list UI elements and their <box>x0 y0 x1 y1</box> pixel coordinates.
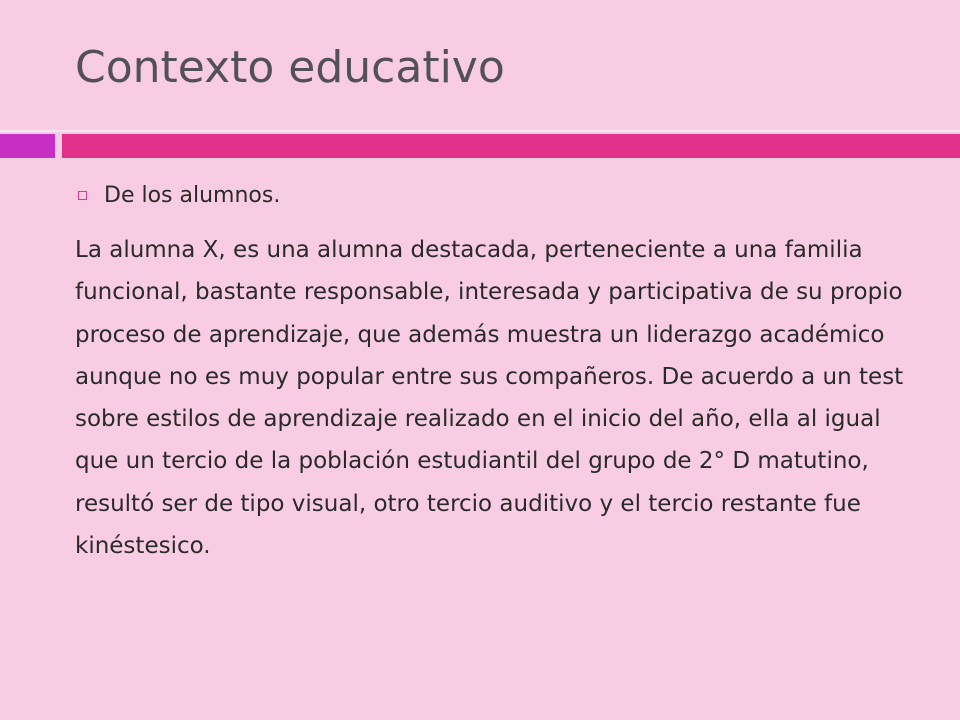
title-accent-bar-left <box>0 134 55 158</box>
title-divider-line <box>0 130 960 132</box>
slide-title: Contexto educativo <box>75 42 505 93</box>
title-accent-bar-right <box>62 134 960 158</box>
body-paragraph: La alumna X, es una alumna destacada, perteneciente a una familia funcional, bastante responsable, interesada y participativa de su propio proceso de aprendizaje, que además muestra un liderazgo académico aunque no es muy popular entre sus compañeros. De acuerdo a un test sobre estilos de aprendizaje realizado en el inicio del año, ella al igual que un tercio de la población estudiantil del grupo de 2° D matutino, resultó ser de tipo visual, otro tercio auditivo y el tercio restante fue kinéstesico. <box>75 237 904 560</box>
bullet-text: De los alumnos. <box>104 183 281 208</box>
bullet-item <box>78 183 280 208</box>
square-bullet-icon <box>78 191 87 200</box>
